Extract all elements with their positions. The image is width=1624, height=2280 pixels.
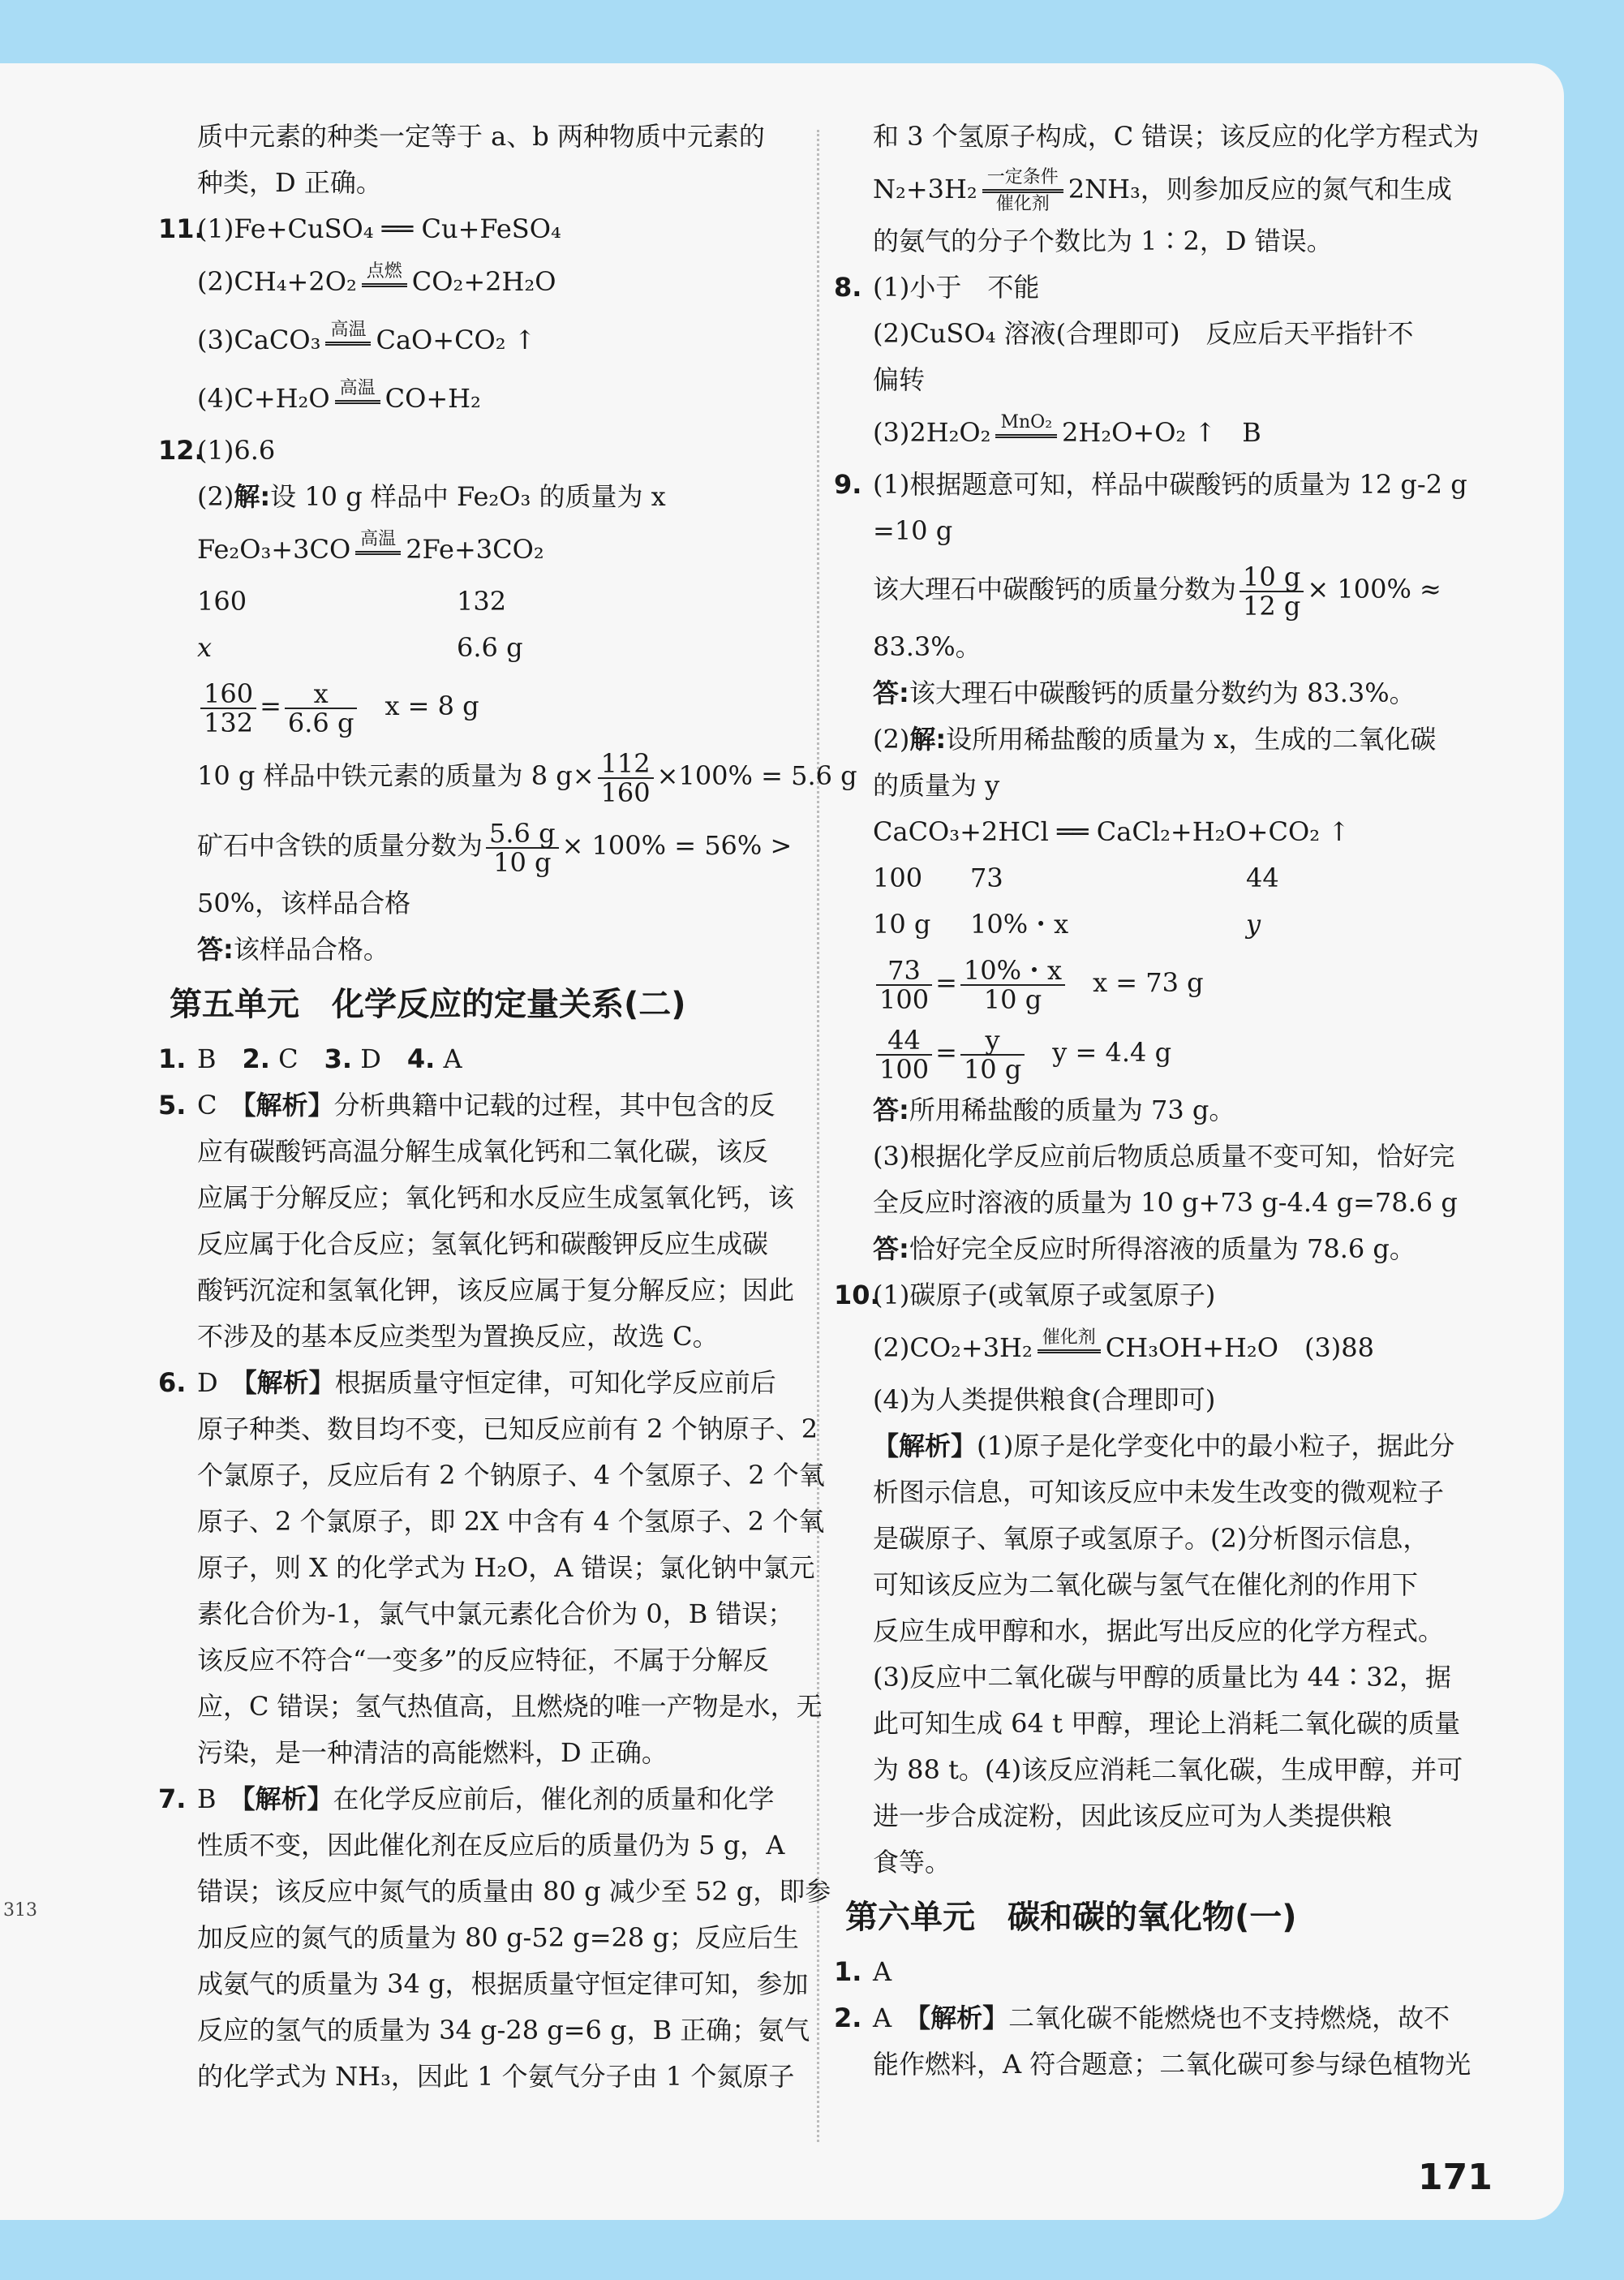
condition-top: 高温 bbox=[325, 320, 371, 346]
text: 在化学反应前后，催化剂的质量和化学 bbox=[333, 1783, 775, 1814]
text: (1)根据题意可知，样品中碳酸钙的质量为 12 g-2 g bbox=[873, 469, 1467, 500]
question-1 bbox=[834, 1949, 1499, 1995]
answer-line bbox=[158, 927, 807, 973]
text-line: 酸钙沉淀和氢氧化钾，该反应属于复分解反应；因此 bbox=[197, 1275, 795, 1306]
text-line: 原子、2 个氯原子，即 2X 中含有 4 个氢原子、2 个氧 bbox=[197, 1506, 825, 1537]
right-column bbox=[834, 114, 1499, 2088]
reaction-condition bbox=[355, 530, 401, 573]
text-line: 种类，D 正确。 bbox=[197, 167, 382, 198]
text-line: 不涉及的基本反应类型为置换反应，故选 C。 bbox=[197, 1321, 719, 1352]
proportion bbox=[834, 948, 1499, 1017]
left-column bbox=[158, 114, 857, 2100]
question-number: 6. bbox=[158, 1367, 187, 1398]
fraction bbox=[960, 954, 1065, 1015]
solve-label: 解: bbox=[909, 724, 947, 755]
answer: A bbox=[443, 1043, 462, 1074]
text-line: 进一步合成淀粉，因此该反应可为人类提供粮 bbox=[873, 1800, 1393, 1831]
text-line: 析图示信息，可知该反应中未发生改变的微观粒子 bbox=[873, 1477, 1445, 1508]
ratio-value: 100 bbox=[873, 863, 923, 893]
denominator: 160 bbox=[600, 776, 651, 808]
answer: C bbox=[278, 1043, 299, 1074]
denominator: 10 g bbox=[963, 1053, 1022, 1085]
text-line: (3)反应中二氧化碳与甲醇的质量比为 44∶32，据 bbox=[873, 1662, 1451, 1693]
analysis-label: 【解析】 bbox=[243, 1090, 334, 1121]
fraction bbox=[285, 680, 358, 737]
reaction-condition bbox=[1038, 1328, 1101, 1371]
equation bbox=[158, 252, 807, 311]
text-line: 50%，该样品合格 bbox=[197, 888, 411, 918]
answer-label: 答: bbox=[873, 1095, 909, 1125]
text-line: 应，C 错误；氢气热值高，且燃烧的唯一产物是水，无 bbox=[197, 1691, 823, 1722]
text-line: 质中元素的种类一定等于 a、b 两种物质中元素的 bbox=[197, 121, 765, 152]
text: 该大理石中碳酸钙的质量分数为 bbox=[873, 574, 1237, 604]
text-line: (2)CuSO₄ 溶液(合理即可) 反应后天平指针不 bbox=[873, 318, 1414, 349]
equation bbox=[834, 1319, 1499, 1377]
analysis-label: 【解析】 bbox=[242, 1783, 333, 1814]
text-line: 性质不变，因此催化剂在反应后的质量仍为 5 g，A bbox=[197, 1830, 785, 1861]
text: 10 g 样品中铁元素的质量为 8 g× bbox=[197, 760, 595, 791]
text-line: (4)为人类提供粮食(合理即可) bbox=[873, 1384, 1216, 1415]
answer-row bbox=[158, 1036, 807, 1082]
eq-left: (3)CaCO₃ bbox=[197, 325, 321, 355]
eq-left: (4)C+H₂O bbox=[197, 383, 330, 414]
question-11 bbox=[158, 206, 807, 252]
question-number: 7. bbox=[158, 1783, 187, 1814]
condition-bottom bbox=[362, 287, 407, 305]
question-9 bbox=[834, 462, 1499, 508]
result: y = 4.4 g bbox=[1052, 1037, 1172, 1068]
answer-line bbox=[834, 1226, 1499, 1272]
answer: B bbox=[197, 1043, 217, 1074]
fraction bbox=[876, 954, 932, 1015]
text-line: 应属于分解反应；氧化钙和水反应生成氢氧化钙，该 bbox=[197, 1182, 795, 1213]
text-line: 原子，则 X 的化学式为 H₂O，A 错误；氯化钠中氯元 bbox=[197, 1552, 815, 1583]
calc-line bbox=[158, 741, 857, 811]
text-line: 的氨气的分子个数比为 1∶2，D 错误。 bbox=[873, 226, 1333, 256]
text: 矿石中含铁的质量分数为 bbox=[197, 830, 483, 861]
ratio-value: 6.6 g bbox=[457, 632, 523, 663]
result: x = 73 g bbox=[1093, 967, 1204, 998]
condition-top: 高温 bbox=[335, 379, 380, 404]
section-heading: 第六单元 碳和碳的氧化物(一) bbox=[845, 1899, 1297, 1936]
text-line: 偏转 bbox=[873, 364, 926, 395]
eq-left: (2)CH₄+2O₂ bbox=[197, 266, 357, 297]
denominator: 132 bbox=[204, 707, 254, 738]
text-line: 错误；该反应中氮气的质量由 80 g 减少至 52 g，即参 bbox=[197, 1876, 831, 1907]
answer: (1)碳原子(或氧原子或氢原子) bbox=[873, 1280, 1216, 1310]
answer: B bbox=[197, 1783, 217, 1814]
answer: (1)小于 不能 bbox=[873, 272, 1040, 303]
answer: A bbox=[873, 1956, 892, 1987]
question-2 bbox=[834, 1995, 1499, 2041]
question-number: 4. bbox=[406, 1043, 436, 1074]
question-12 bbox=[158, 428, 807, 474]
question-number: 11. bbox=[158, 213, 204, 244]
text: 所用稀盐酸的质量为 73 g。 bbox=[909, 1095, 1235, 1125]
question-number: 10. bbox=[834, 1280, 880, 1310]
question-10 bbox=[834, 1272, 1499, 1319]
reaction-condition bbox=[995, 413, 1057, 456]
eq-right: CO₂+2H₂O bbox=[411, 266, 556, 297]
reaction-condition bbox=[982, 168, 1063, 214]
answer-line bbox=[834, 670, 1499, 716]
ratio-value: 132 bbox=[457, 586, 507, 617]
question-number: 2. bbox=[242, 1043, 270, 1074]
denominator: 100 bbox=[879, 983, 930, 1015]
text: 分析典籍中记载的过程，其中包含的反 bbox=[333, 1090, 775, 1121]
text-line bbox=[158, 474, 807, 520]
question-number: 1. bbox=[834, 1956, 862, 1987]
eq-right: 2NH₃，则参加反应的氮气和生成 bbox=[1068, 174, 1452, 204]
eq-right: CaO+CO₂ ↑ bbox=[376, 325, 536, 355]
ratio-value: x bbox=[197, 632, 213, 663]
answer-line bbox=[834, 1087, 1499, 1134]
calc-line bbox=[834, 554, 1499, 624]
numerator: x bbox=[285, 680, 358, 709]
denominator: 12 g bbox=[1243, 590, 1301, 622]
text-line: 是碳原子、氧原子或氢原子。(2)分析图示信息， bbox=[873, 1523, 1429, 1554]
question-7 bbox=[158, 1776, 807, 1822]
eq-left: (3)2H₂O₂ bbox=[873, 417, 991, 448]
fraction bbox=[486, 817, 559, 878]
equation: CaCO₃+2HCl ══ CaCl₂+H₂O+CO₂ ↑ bbox=[873, 816, 1351, 847]
condition-top: 点燃 bbox=[362, 262, 407, 287]
answer: D bbox=[197, 1367, 218, 1398]
text-line: 的化学式为 NH₃，因此 1 个氨气分子由 1 个氮原子 bbox=[197, 2061, 795, 2092]
text-line: 应有碳酸钙高温分解生成氧化钙和二氧化碳，该反 bbox=[197, 1136, 769, 1167]
condition-bottom bbox=[1038, 1353, 1101, 1371]
condition-top: MnO₂ bbox=[995, 413, 1057, 438]
eq-left: (2)CO₂+3H₂ bbox=[873, 1332, 1033, 1363]
question-6 bbox=[158, 1360, 807, 1406]
text: 根据质量守恒定律，可知化学反应前后 bbox=[334, 1367, 776, 1398]
answer: A bbox=[873, 2003, 892, 2033]
equals: = bbox=[935, 967, 957, 998]
ratio-value: 44 bbox=[1246, 863, 1279, 893]
answer: D bbox=[360, 1043, 381, 1074]
eq-right: 2Fe+3CO₂ bbox=[406, 534, 544, 565]
question-8 bbox=[834, 265, 1499, 311]
equation: (1)Fe+CuSO₄ ══ Cu+FeSO₄ bbox=[197, 213, 561, 244]
text: 恰好完全反应时所得溶液的质量为 78.6 g。 bbox=[909, 1233, 1416, 1264]
text: 设 10 g 样品中 Fe₂O₃ 的质量为 x bbox=[270, 481, 666, 512]
text-line: 食等。 bbox=[873, 1847, 952, 1878]
condition-top: 高温 bbox=[355, 530, 401, 555]
denominator: 6.6 g bbox=[287, 707, 354, 738]
text-line bbox=[834, 716, 1499, 763]
condition-top: 催化剂 bbox=[1038, 1328, 1101, 1353]
ratio-value: y bbox=[1246, 909, 1261, 940]
equation bbox=[158, 369, 807, 428]
result: x = 8 g bbox=[385, 690, 479, 721]
numerator: 160 bbox=[200, 680, 256, 709]
text-line: 素化合价为-1，氯气中氯元素化合价为 0，B 错误； bbox=[197, 1598, 794, 1629]
ratio-value: 73 bbox=[970, 863, 1003, 893]
text-line: 原子种类、数目均不变，已知反应前有 2 个钠原子、2 bbox=[197, 1413, 818, 1444]
equation bbox=[158, 311, 807, 369]
text-line: 污染，是一种清洁的高能燃料，D 正确。 bbox=[197, 1737, 668, 1768]
numerator: 73 bbox=[876, 957, 932, 986]
equation bbox=[834, 403, 1499, 462]
reaction-condition bbox=[325, 320, 371, 364]
text-line: 和 3 个氢原子构成，C 错误；该反应的化学方程式为 bbox=[873, 121, 1480, 152]
ratio-row bbox=[158, 625, 807, 671]
ratio-row bbox=[158, 579, 807, 625]
equation bbox=[158, 520, 807, 579]
proportion bbox=[158, 671, 807, 741]
numerator: 44 bbox=[876, 1026, 932, 1056]
answer-label: 答: bbox=[197, 934, 234, 965]
text-line: 为 88 t。(4)该反应消耗二氧化碳，生成甲醇，并可 bbox=[873, 1754, 1463, 1785]
question-number: 3. bbox=[324, 1043, 353, 1074]
condition-top: 一定条件 bbox=[982, 168, 1063, 193]
numerator: 5.6 g bbox=[486, 820, 559, 849]
reaction-condition bbox=[362, 262, 407, 305]
side-number: 313 bbox=[3, 1900, 37, 1921]
question-number: 2. bbox=[834, 2003, 862, 2033]
answer: C bbox=[197, 1090, 217, 1121]
text-line: 该反应不符合“一变多”的反应特征，不属于分解反 bbox=[197, 1645, 769, 1676]
text-line: 的质量为 y bbox=[873, 770, 1000, 801]
solve-label: 解: bbox=[234, 481, 271, 512]
text-line: 反应属于化合反应；氢氧化钙和碳酸钾反应生成碳 bbox=[197, 1228, 769, 1259]
text: ×100% = 5.6 g bbox=[656, 760, 857, 791]
text: 二氧化碳不能燃烧也不支持燃烧，故不 bbox=[1008, 2003, 1450, 2033]
text: 该样品合格。 bbox=[233, 934, 389, 965]
text-line: =10 g bbox=[873, 515, 953, 546]
ratio-value: 160 bbox=[197, 586, 247, 617]
condition-bottom: 催化剂 bbox=[995, 194, 1050, 214]
column-divider bbox=[817, 130, 819, 2142]
equation bbox=[834, 160, 1499, 218]
text-line bbox=[834, 1423, 1499, 1469]
denominator: 10 g bbox=[983, 983, 1042, 1015]
text: (1)原子是化学变化中的最小粒子，据此分 bbox=[977, 1430, 1455, 1461]
question-number: 9. bbox=[834, 469, 862, 500]
text-line: 个氯原子，反应后有 2 个钠原子、4 个氢原子、2 个氧 bbox=[197, 1460, 825, 1491]
fraction bbox=[1239, 563, 1304, 620]
ratio-row bbox=[834, 855, 1499, 901]
text-line: 全反应时溶液的质量为 10 g+73 g-4.4 g=78.6 g bbox=[873, 1187, 1458, 1218]
text: 设所用稀盐酸的质量为 x，生成的二氧化碳 bbox=[946, 724, 1437, 755]
numerator: 10 g bbox=[1239, 563, 1304, 592]
denominator: 100 bbox=[879, 1053, 930, 1085]
text: 该大理石中碳酸钙的质量分数约为 83.3%。 bbox=[909, 678, 1416, 708]
condition-bottom bbox=[995, 438, 1057, 456]
page-number: 171 bbox=[1418, 2157, 1493, 2198]
equals: = bbox=[935, 1037, 957, 1068]
denominator: 10 g bbox=[493, 846, 552, 878]
question-number: 5. bbox=[158, 1090, 187, 1121]
analysis-label: 【解析】 bbox=[243, 1367, 335, 1398]
proportion bbox=[834, 1017, 1499, 1087]
answer-label: 答: bbox=[873, 678, 909, 708]
text-line: 可知该反应为二氧化碳与氢气在催化剂的作用下 bbox=[873, 1569, 1419, 1600]
numerator: y bbox=[960, 1026, 1025, 1056]
question-number: 1. bbox=[158, 1043, 187, 1074]
text-line: 反应生成甲醇和水，据此写出反应的化学方程式。 bbox=[873, 1615, 1445, 1646]
condition-bottom bbox=[355, 555, 401, 573]
question-5 bbox=[158, 1082, 807, 1129]
text-line: 能作燃料，A 符合题意；二氧化碳可参与绿色植物光 bbox=[873, 2049, 1471, 2080]
eq-right: CH₃OH+H₂O (3)88 bbox=[1105, 1332, 1374, 1363]
ratio-row bbox=[834, 901, 1499, 948]
analysis-label: 【解析】 bbox=[917, 2003, 1009, 2033]
section-heading: 第五单元 化学反应的定量关系(二) bbox=[170, 986, 686, 1023]
text: (2) bbox=[873, 724, 910, 755]
fraction bbox=[876, 1026, 932, 1083]
fraction bbox=[200, 680, 256, 737]
text: (2) bbox=[197, 481, 234, 512]
answer: (1)6.6 bbox=[197, 435, 276, 466]
question-number: 12. bbox=[158, 435, 204, 466]
ratio-value: 10%・x bbox=[970, 909, 1069, 940]
condition-bottom bbox=[325, 346, 371, 364]
fraction bbox=[598, 747, 654, 808]
text-line: (3)根据化学反应前后物质总质量不变可知，恰好完 bbox=[873, 1141, 1455, 1172]
text-line: 成氨气的质量为 34 g，根据质量守恒定律可知，参加 bbox=[197, 1968, 809, 1999]
reaction-condition bbox=[335, 379, 380, 422]
eq-left: N₂+3H₂ bbox=[873, 174, 977, 204]
eq-right: CO+H₂ bbox=[385, 383, 481, 414]
eq-right: 2H₂O+O₂ ↑ B bbox=[1062, 417, 1261, 448]
eq-left: Fe₂O₃+3CO bbox=[197, 534, 351, 565]
text-line: 此可知生成 64 t 甲醇，理论上消耗二氧化碳的质量 bbox=[873, 1708, 1461, 1739]
text-line: 83.3%。 bbox=[873, 631, 982, 662]
question-number: 8. bbox=[834, 272, 862, 303]
fraction bbox=[960, 1026, 1025, 1083]
ratio-value: 10 g bbox=[873, 909, 931, 940]
analysis-label: 【解析】 bbox=[873, 1430, 977, 1461]
equals: = bbox=[260, 690, 281, 721]
text: × 100% = 56% > bbox=[561, 830, 793, 861]
answer-label: 答: bbox=[873, 1233, 909, 1264]
condition-bottom bbox=[335, 404, 380, 422]
numerator: 10%・x bbox=[960, 957, 1065, 986]
text-line: 反应的氢气的质量为 34 g-28 g=6 g，B 正确；氨气 bbox=[197, 2015, 810, 2046]
text-line: 加反应的氮气的质量为 80 g-52 g=28 g；反应后生 bbox=[197, 1922, 799, 1953]
calc-line bbox=[158, 811, 807, 880]
text: × 100% ≈ bbox=[1307, 574, 1441, 604]
numerator: 112 bbox=[598, 750, 654, 779]
